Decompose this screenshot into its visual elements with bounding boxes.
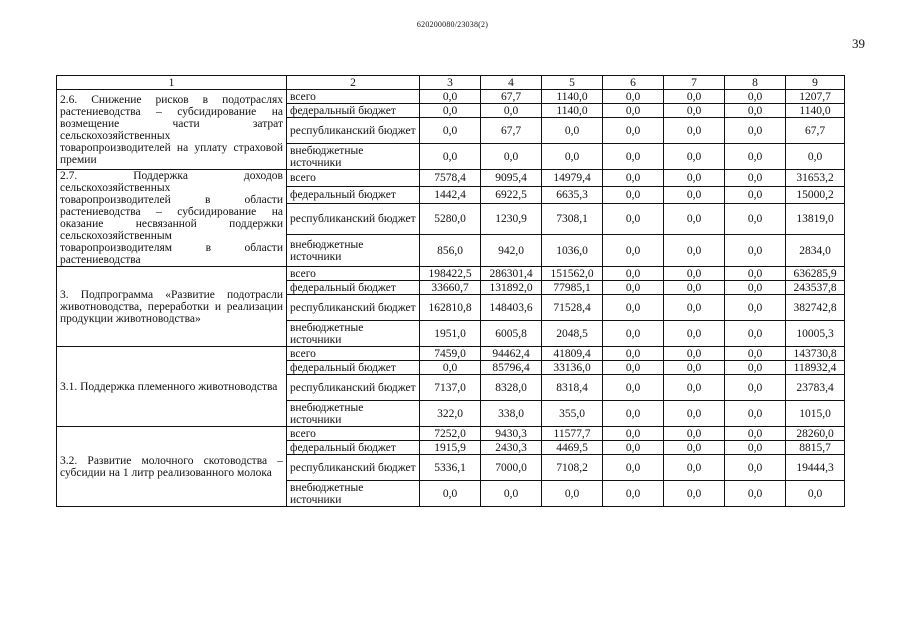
table-row — [57, 267, 845, 281]
value-cell: 23783,4 — [786, 375, 845, 401]
value-cell: 0,0 — [664, 170, 725, 187]
funding-source: всего — [287, 427, 420, 441]
value-cell: 5280,0 — [420, 203, 481, 235]
value-cell: 0,0 — [664, 295, 725, 321]
funding-source: внебюджетные источники — [287, 481, 420, 507]
funding-source: федеральный бюджет — [287, 441, 420, 455]
funding-source: республиканский бюджет — [287, 455, 420, 481]
value-cell: 7108,2 — [542, 455, 603, 481]
value-cell: 0,0 — [603, 401, 664, 427]
value-cell: 19444,3 — [786, 455, 845, 481]
column-header: 3 — [420, 76, 481, 90]
value-cell: 33660,7 — [420, 281, 481, 295]
value-cell: 2834,0 — [786, 235, 845, 267]
value-cell: 0,0 — [481, 104, 542, 118]
value-cell: 0,0 — [603, 361, 664, 375]
value-cell: 8815,7 — [786, 441, 845, 455]
document-code: 620200080/23038(2) — [416, 20, 489, 29]
value-cell: 94462,4 — [481, 347, 542, 361]
value-cell: 636285,9 — [786, 267, 845, 281]
funding-source: федеральный бюджет — [287, 361, 420, 375]
table-body — [57, 90, 845, 507]
value-cell: 0,0 — [664, 144, 725, 170]
funding-source: всего — [287, 90, 420, 104]
value-cell: 2048,5 — [542, 321, 603, 347]
value-cell: 0,0 — [603, 427, 664, 441]
value-cell: 0,0 — [603, 481, 664, 507]
value-cell: 0,0 — [481, 481, 542, 507]
value-cell: 7308,1 — [542, 203, 603, 235]
page-number: 39 — [852, 36, 865, 51]
value-cell: 0,0 — [725, 347, 786, 361]
value-cell: 1442,4 — [420, 186, 481, 203]
column-header: 7 — [664, 76, 725, 90]
measure-name: 2.7. Поддержка доходов сельскохозяйственных товаропроизводителей в области растениеводства – субсидирование на оказание несвязанной поддержки сельскохозяйственным товаропроизводителям в области растениеводства — [57, 170, 287, 267]
value-cell: 14979,4 — [542, 170, 603, 187]
value-cell: 0,0 — [664, 361, 725, 375]
value-cell: 0,0 — [420, 90, 481, 104]
value-cell: 0,0 — [420, 361, 481, 375]
value-cell: 8318,4 — [542, 375, 603, 401]
value-cell: 0,0 — [603, 455, 664, 481]
value-cell: 7459,0 — [420, 347, 481, 361]
value-cell: 322,0 — [420, 401, 481, 427]
value-cell: 0,0 — [664, 104, 725, 118]
value-cell: 0,0 — [664, 347, 725, 361]
value-cell: 0,0 — [725, 321, 786, 347]
column-header: 2 — [287, 76, 420, 90]
value-cell: 1015,0 — [786, 401, 845, 427]
value-cell: 243537,8 — [786, 281, 845, 295]
value-cell: 8328,0 — [481, 375, 542, 401]
value-cell: 0,0 — [603, 235, 664, 267]
funding-source: внебюджетные источники — [287, 235, 420, 267]
value-cell: 0,0 — [664, 401, 725, 427]
value-cell: 0,0 — [420, 144, 481, 170]
funding-source: федеральный бюджет — [287, 281, 420, 295]
value-cell: 9095,4 — [481, 170, 542, 187]
value-cell: 0,0 — [725, 455, 786, 481]
funding-source: всего — [287, 267, 420, 281]
value-cell: 41809,4 — [542, 347, 603, 361]
value-cell: 0,0 — [603, 295, 664, 321]
value-cell: 0,0 — [603, 118, 664, 144]
table-row — [57, 427, 845, 441]
value-cell: 0,0 — [725, 235, 786, 267]
funding-source: внебюджетные источники — [287, 401, 420, 427]
value-cell: 0,0 — [664, 186, 725, 203]
value-cell: 0,0 — [603, 90, 664, 104]
value-cell: 0,0 — [603, 441, 664, 455]
value-cell: 198422,5 — [420, 267, 481, 281]
value-cell: 7000,0 — [481, 455, 542, 481]
value-cell: 0,0 — [725, 295, 786, 321]
value-cell: 1951,0 — [420, 321, 481, 347]
value-cell: 0,0 — [603, 281, 664, 295]
table-row — [57, 90, 845, 104]
value-cell: 6922,5 — [481, 186, 542, 203]
value-cell: 0,0 — [664, 267, 725, 281]
value-cell: 118932,4 — [786, 361, 845, 375]
value-cell: 0,0 — [725, 118, 786, 144]
value-cell: 0,0 — [725, 104, 786, 118]
value-cell: 11577,7 — [542, 427, 603, 441]
value-cell: 0,0 — [603, 170, 664, 187]
column-header: 5 — [542, 76, 603, 90]
column-header: 8 — [725, 76, 786, 90]
measure-name: 3.2. Развитие молочного скотоводства – субсидии на 1 литр реализованного молока — [57, 427, 287, 507]
value-cell: 77985,1 — [542, 281, 603, 295]
measure-name: 3. Подпрограмма «Развитие подотрасли животноводства, переработки и реализации продукции животноводства» — [57, 267, 287, 347]
value-cell: 0,0 — [664, 90, 725, 104]
value-cell: 0,0 — [664, 441, 725, 455]
table-header — [57, 76, 845, 90]
value-cell: 338,0 — [481, 401, 542, 427]
value-cell: 0,0 — [725, 427, 786, 441]
funding-source: внебюджетные источники — [287, 144, 420, 170]
column-header: 6 — [603, 76, 664, 90]
value-cell: 0,0 — [725, 281, 786, 295]
value-cell: 28260,0 — [786, 427, 845, 441]
funding-source: федеральный бюджет — [287, 104, 420, 118]
value-cell: 0,0 — [725, 267, 786, 281]
value-cell: 7578,4 — [420, 170, 481, 187]
value-cell: 0,0 — [603, 267, 664, 281]
value-cell: 0,0 — [664, 427, 725, 441]
value-cell: 1140,0 — [786, 104, 845, 118]
value-cell: 0,0 — [542, 118, 603, 144]
funding-source: всего — [287, 170, 420, 187]
value-cell: 0,0 — [603, 186, 664, 203]
value-cell: 0,0 — [664, 203, 725, 235]
value-cell: 355,0 — [542, 401, 603, 427]
value-cell: 1140,0 — [542, 104, 603, 118]
value-cell: 0,0 — [786, 144, 845, 170]
value-cell: 0,0 — [603, 375, 664, 401]
value-cell: 0,0 — [603, 144, 664, 170]
value-cell: 148403,6 — [481, 295, 542, 321]
value-cell: 0,0 — [481, 144, 542, 170]
value-cell: 286301,4 — [481, 267, 542, 281]
value-cell: 0,0 — [725, 481, 786, 507]
value-cell: 1230,9 — [481, 203, 542, 235]
value-cell: 10005,3 — [786, 321, 845, 347]
value-cell: 0,0 — [725, 170, 786, 187]
value-cell: 162810,8 — [420, 295, 481, 321]
value-cell: 1140,0 — [542, 90, 603, 104]
value-cell: 0,0 — [603, 347, 664, 361]
value-cell: 0,0 — [786, 481, 845, 507]
value-cell: 0,0 — [664, 375, 725, 401]
value-cell: 0,0 — [725, 441, 786, 455]
column-header: 4 — [481, 76, 542, 90]
value-cell: 0,0 — [725, 401, 786, 427]
funding-source: внебюджетные источники — [287, 321, 420, 347]
value-cell: 6635,3 — [542, 186, 603, 203]
value-cell: 942,0 — [481, 235, 542, 267]
column-header: 1 — [57, 76, 287, 90]
value-cell: 71528,4 — [542, 295, 603, 321]
value-cell: 0,0 — [420, 481, 481, 507]
funding-source: республиканский бюджет — [287, 375, 420, 401]
value-cell: 0,0 — [542, 144, 603, 170]
value-cell: 0,0 — [420, 118, 481, 144]
value-cell: 0,0 — [664, 281, 725, 295]
funding-source: всего — [287, 347, 420, 361]
value-cell: 13819,0 — [786, 203, 845, 235]
funding-source: республиканский бюджет — [287, 203, 420, 235]
value-cell: 131892,0 — [481, 281, 542, 295]
value-cell: 0,0 — [725, 144, 786, 170]
value-cell: 15000,2 — [786, 186, 845, 203]
value-cell: 67,7 — [786, 118, 845, 144]
value-cell: 9430,3 — [481, 427, 542, 441]
value-cell: 5336,1 — [420, 455, 481, 481]
funding-source: республиканский бюджет — [287, 118, 420, 144]
table-row — [57, 170, 845, 187]
column-numbers-row — [57, 76, 845, 90]
value-cell: 0,0 — [725, 375, 786, 401]
value-cell: 0,0 — [664, 455, 725, 481]
value-cell: 0,0 — [420, 104, 481, 118]
value-cell: 0,0 — [542, 481, 603, 507]
value-cell: 4469,5 — [542, 441, 603, 455]
value-cell: 382742,8 — [786, 295, 845, 321]
value-cell: 7137,0 — [420, 375, 481, 401]
measure-name: 3.1. Поддержка племенного животноводства — [57, 347, 287, 427]
value-cell: 1036,0 — [542, 235, 603, 267]
value-cell: 0,0 — [664, 118, 725, 144]
value-cell: 856,0 — [420, 235, 481, 267]
value-cell: 67,7 — [481, 90, 542, 104]
funding-source: федеральный бюджет — [287, 186, 420, 203]
value-cell: 0,0 — [603, 104, 664, 118]
value-cell: 31653,2 — [786, 170, 845, 187]
funding-source: республиканский бюджет — [287, 295, 420, 321]
value-cell: 0,0 — [664, 481, 725, 507]
value-cell: 143730,8 — [786, 347, 845, 361]
budget-table — [56, 75, 845, 507]
value-cell: 0,0 — [664, 321, 725, 347]
value-cell: 0,0 — [725, 203, 786, 235]
value-cell: 0,0 — [664, 235, 725, 267]
value-cell: 0,0 — [725, 90, 786, 104]
value-cell: 1207,7 — [786, 90, 845, 104]
value-cell: 0,0 — [603, 203, 664, 235]
value-cell: 7252,0 — [420, 427, 481, 441]
value-cell: 0,0 — [725, 361, 786, 375]
value-cell: 1915,9 — [420, 441, 481, 455]
value-cell: 2430,3 — [481, 441, 542, 455]
measure-name: 2.6. Снижение рисков в подотраслях растениеводства – субсидирование на возмещение части затрат сельскохозяйственных товаропроизводителей на уплату страховой премии — [57, 90, 287, 170]
value-cell: 0,0 — [603, 321, 664, 347]
value-cell: 67,7 — [481, 118, 542, 144]
value-cell: 151562,0 — [542, 267, 603, 281]
value-cell: 6005,8 — [481, 321, 542, 347]
value-cell: 33136,0 — [542, 361, 603, 375]
value-cell: 85796,4 — [481, 361, 542, 375]
table-row — [57, 347, 845, 361]
column-header: 9 — [786, 76, 845, 90]
value-cell: 0,0 — [725, 186, 786, 203]
